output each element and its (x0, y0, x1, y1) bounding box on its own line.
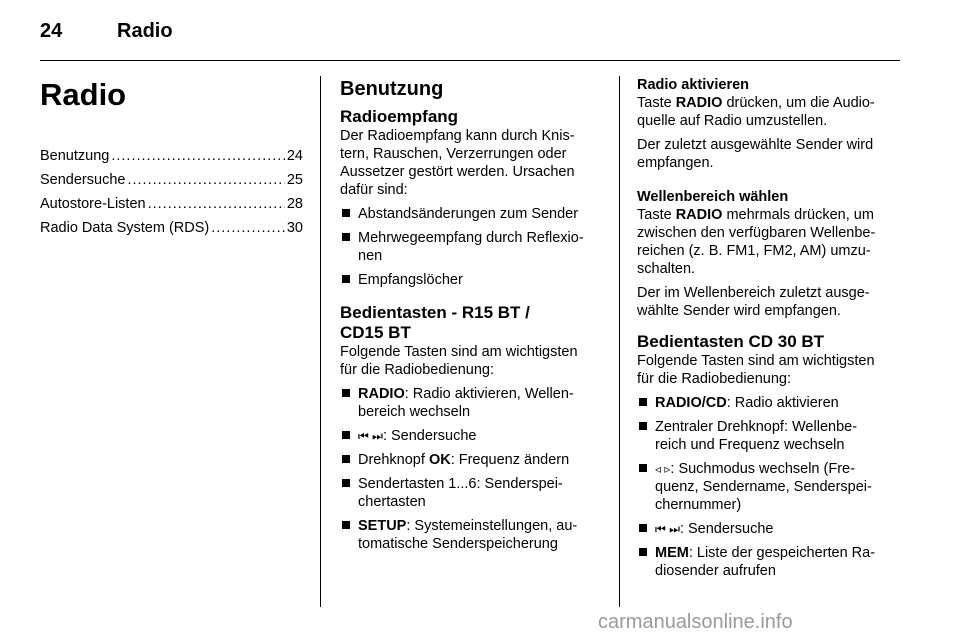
section-heading: Benutzung (340, 78, 444, 100)
toc-entry-label: Autostore-Listen (40, 196, 146, 212)
subsection-heading: Wellenbereich wählen (637, 189, 789, 205)
bullet-icon (342, 209, 350, 217)
subsection-heading: Bedientasten - R15 BT / CD15 BT (340, 303, 530, 342)
toc-entry[interactable] (40, 218, 303, 238)
list-item: RADIO: Radio aktivieren, Wellen- bereich wechseln (340, 385, 603, 421)
list-item: Zentraler Drehknopf: Wellenbe- reich und Frequenz wechseln (637, 418, 902, 454)
key-label: MEM (655, 545, 689, 561)
paragraph: Taste RADIO mehrmals drücken, um zwischen den verfügbaren Wellenbe- reichen (z. B. FM1, FM2, AM) umzu- schalten. (637, 207, 876, 277)
column-divider-2 (619, 76, 620, 607)
bullet-icon (342, 233, 350, 241)
toc-entry-page: 24 (286, 148, 303, 164)
list-item: Mehrwegeempfang durch Reflexio- nen (340, 229, 603, 265)
toc-leader (148, 194, 285, 214)
bullet-icon (639, 398, 647, 406)
toc-entry-label: Benutzung (40, 148, 110, 164)
list-item: ⏮ ⏭: Sendersuche (637, 520, 902, 538)
bullet-icon (639, 464, 647, 472)
content-column-3 (637, 76, 902, 588)
bullet-icon (342, 479, 350, 487)
page-number: 24 (40, 20, 63, 42)
bullet-icon (342, 521, 350, 529)
subsection-heading: Radioempfang (340, 107, 459, 126)
key-label: RADIO (675, 95, 723, 111)
toc-entry-page: 25 (286, 172, 303, 188)
running-title: Radio (117, 20, 173, 42)
key-label: RADIO/CD (655, 395, 727, 411)
bullet-icon (639, 422, 647, 430)
toc-column (40, 76, 303, 242)
bullet-list (340, 385, 603, 553)
list-item: Empfangslöcher (340, 271, 603, 289)
toc-leader (127, 170, 284, 190)
bullet-icon (342, 431, 350, 439)
list-item: ◃ ▹: Suchmodus wechseln (Fre- quenz, Sendername, Senderspei- chernummer) (637, 460, 902, 514)
bullet-icon (342, 275, 350, 283)
bullet-icon (639, 524, 647, 532)
triangle-arrows-icon: ◃ ▹ (655, 462, 671, 476)
paragraph: Folgende Tasten sind am wichtigsten für die Radiobedienung: (340, 344, 578, 378)
toc-entry[interactable] (40, 170, 303, 190)
bullet-icon (342, 455, 350, 463)
toc-entry-page: 28 (286, 196, 303, 212)
toc-leader (211, 218, 285, 238)
content-column-2 (340, 76, 603, 561)
page-header (40, 20, 900, 46)
paragraph: Der im Wellenbereich zuletzt ausge- wählte Sender wird empfangen. (637, 285, 870, 319)
key-label: SETUP (358, 518, 407, 534)
chapter-title: Radio (40, 77, 127, 112)
key-label: RADIO (358, 386, 405, 402)
list-item: ⏮ ⏭: Sendersuche (340, 427, 603, 445)
toc-entry-label: Radio Data System (RDS) (40, 220, 210, 236)
seek-icon: ⏮ ⏭ (655, 522, 680, 536)
bullet-icon (342, 389, 350, 397)
header-divider (40, 60, 900, 61)
paragraph: Folgende Tasten sind am wichtigsten für die Radiobedienung: (637, 353, 875, 387)
paragraph: Der zuletzt ausgewählte Sender wird empfangen. (637, 137, 874, 171)
toc-leader (111, 146, 285, 166)
column-divider-1 (320, 76, 321, 607)
watermark: carmanualsonline.info (598, 611, 793, 633)
list-item: RADIO/CD: Radio aktivieren (637, 394, 902, 412)
subsection-heading: Radio aktivieren (637, 77, 750, 93)
seek-icon: ⏮ ⏭ (358, 429, 383, 443)
list-item: Abstandsänderungen zum Sender (340, 205, 603, 223)
key-label: RADIO (675, 207, 723, 223)
key-label: OK (428, 452, 451, 468)
toc-entry-page: 30 (286, 220, 303, 236)
bullet-list (340, 205, 603, 289)
list-item: MEM: Liste der gespeicherten Ra- diosender aufrufen (637, 544, 902, 580)
list-item: Sendertasten 1...6: Senderspei- chertasten (340, 475, 603, 511)
paragraph: Taste RADIO drücken, um die Audio- quelle auf Radio umzustellen. (637, 95, 875, 129)
bullet-list (637, 394, 902, 580)
bullet-icon (639, 548, 647, 556)
toc-entry[interactable] (40, 146, 303, 166)
toc-entry-label: Sendersuche (40, 172, 126, 188)
list-item: Drehknopf OK: Frequenz ändern (340, 451, 603, 469)
toc-entry[interactable] (40, 194, 303, 214)
list-item: SETUP: Systemeinstellungen, au- tomatische Senderspeicherung (340, 517, 603, 553)
subsection-heading: Bedientasten CD 30 BT (637, 332, 825, 351)
paragraph: Der Radioempfang kann durch Knis- tern, Rauschen, Verzerrungen oder Aussetzer gestört werden. Ursachen dafür sind: (340, 128, 575, 198)
